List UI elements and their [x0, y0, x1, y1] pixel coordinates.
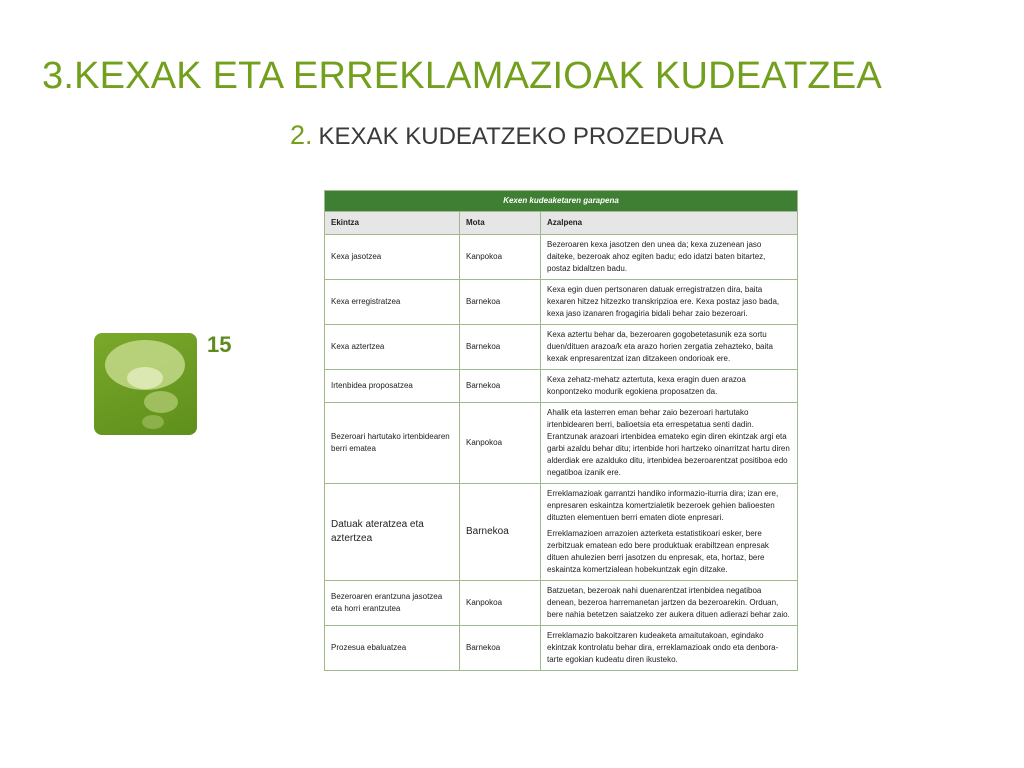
column-header-ekintza: Ekintza	[325, 212, 460, 235]
description-cell	[541, 325, 798, 370]
action-cell: Datuak ateratzea eta aztertzea	[325, 484, 460, 581]
table-caption-row	[325, 191, 798, 212]
table-caption: Kexen kudeaketaren garapena	[325, 191, 798, 212]
description-paragraph: Batzuetan, bezeroak nahi duenarentzat irtenbidea negatiboa denean, bezeroa harremanetan jartzen da bezeroarekin. Orduan, bere nahia betetzen saiatzeko zer aukera dituen adierazi behar zaio.	[547, 586, 790, 619]
subtitle-text: KEXAK KUDEATZEKO PROZEDURA	[318, 123, 724, 150]
action-cell: Kexa jasotzea	[325, 235, 460, 280]
table-row	[325, 484, 798, 581]
description-cell	[541, 370, 798, 403]
description-cell	[541, 403, 798, 484]
description-paragraph: Erreklamazio bakoitzaren kudeaketa amaitutakoan, egindako ekintzak kontrolatu behar dira, erreklamazioak ondo eta denbora-tarte egokian kudeatu diren ikusteko.	[547, 631, 779, 664]
type-cell: Kanpokoa	[460, 235, 541, 280]
action-cell: Bezeroari hartutako irtenbidearen berri ematea	[325, 403, 460, 484]
table-row	[325, 280, 798, 325]
type-cell: Barnekoa	[460, 325, 541, 370]
action-cell: Bezeroaren erantzuna jasotzea eta horri erantzutea	[325, 581, 460, 626]
table-row	[325, 581, 798, 626]
column-header-azalpena: Azalpena	[541, 212, 798, 235]
description-cell	[541, 235, 798, 280]
description-cell	[541, 280, 798, 325]
procedure-table	[324, 190, 798, 671]
action-cell: Kexa aztertzea	[325, 325, 460, 370]
table-row	[325, 235, 798, 280]
action-cell: Irtenbidea proposatzea	[325, 370, 460, 403]
description-paragraph: Kexa zehatz-mehatz aztertuta, kexa eragin duen arazoa konpontzeko modurik egokiena proposatzen da.	[547, 375, 746, 396]
action-cell: Kexa erregistratzea	[325, 280, 460, 325]
type-cell: Barnekoa	[460, 626, 541, 671]
table-header-row	[325, 212, 798, 235]
table-row	[325, 370, 798, 403]
description-paragraph: Erreklamazioen arrazoien azterketa estatistikoari esker, bere zerbitzuak ematean edo bere produktuak erabiltzean enpresak dituen ahulezien berri jasotzen du enpresak, eta, hortaz, bere eskaintza komertzialean hobekuntzak egin ditzake.	[547, 529, 769, 574]
type-cell: Barnekoa	[460, 370, 541, 403]
column-header-mota: Mota	[460, 212, 541, 235]
description-cell	[541, 484, 798, 581]
type-cell: Kanpokoa	[460, 403, 541, 484]
description-cell	[541, 581, 798, 626]
page-title: 3.KEXAK ETA ERREKLAMAZIOAK KUDEATZEA	[42, 55, 882, 97]
description-paragraph: Ahalik eta lasterren eman behar zaio bezeroari hartutako irtenbidearen berri, balioetsia eta errespetatua senti dadin. Erantzunak arazoari irtenbidea emateko egin diren ekintzak argi eta garbi azaldu behar ditu; irtenbide hori hartzeko oinarritzat hartu diren alderdiak ere azalduko ditu, irtenbidea bezeroarentzat positiboa edo negatiboa izanik ere.	[547, 408, 790, 477]
slide-number: 15	[207, 332, 232, 357]
table-row	[325, 325, 798, 370]
speech-bubbles-logo-icon	[94, 333, 197, 435]
description-paragraph: Kexa egin duen pertsonaren datuak erregistratzen dira, baita kexaren hitzez hitzezko transkripzioa ere. Kexa postaz jaso bada, kexa jaso izanaren frogagiria bidali behar zaio bezeroari.	[547, 285, 780, 318]
section-subtitle	[290, 120, 724, 151]
action-cell: Prozesua ebaluatzea	[325, 626, 460, 671]
table-row	[325, 403, 798, 484]
description-paragraph: Bezeroaren kexa jasotzen den unea da; kexa zuzenean jaso daiteke, bezeroak ahoz egiten badu; edo idatzi baten bitartez, postaz bidaltzen badu.	[547, 240, 766, 273]
description-paragraph: Kexa aztertu behar da, bezeroaren gogobetetasunik eza sortu duen/dituen arazoa/k eta arazo horien zergatia zehazteko, baita kexak enpresarentzat izan ditzakeen ondorioak ere.	[547, 330, 773, 363]
type-cell: Kanpokoa	[460, 581, 541, 626]
description-cell	[541, 626, 798, 671]
type-cell: Barnekoa	[460, 484, 541, 581]
type-cell: Barnekoa	[460, 280, 541, 325]
description-paragraph: Erreklamazioak garrantzi handiko informazio-iturria dira; izan ere, enpresaren eskaintza komertzialetik bezeroek gehien balioesten dituzten elementuen berri ematen diote enpresari.	[547, 489, 779, 522]
subtitle-number: 2.	[290, 120, 313, 150]
table-row	[325, 626, 798, 671]
